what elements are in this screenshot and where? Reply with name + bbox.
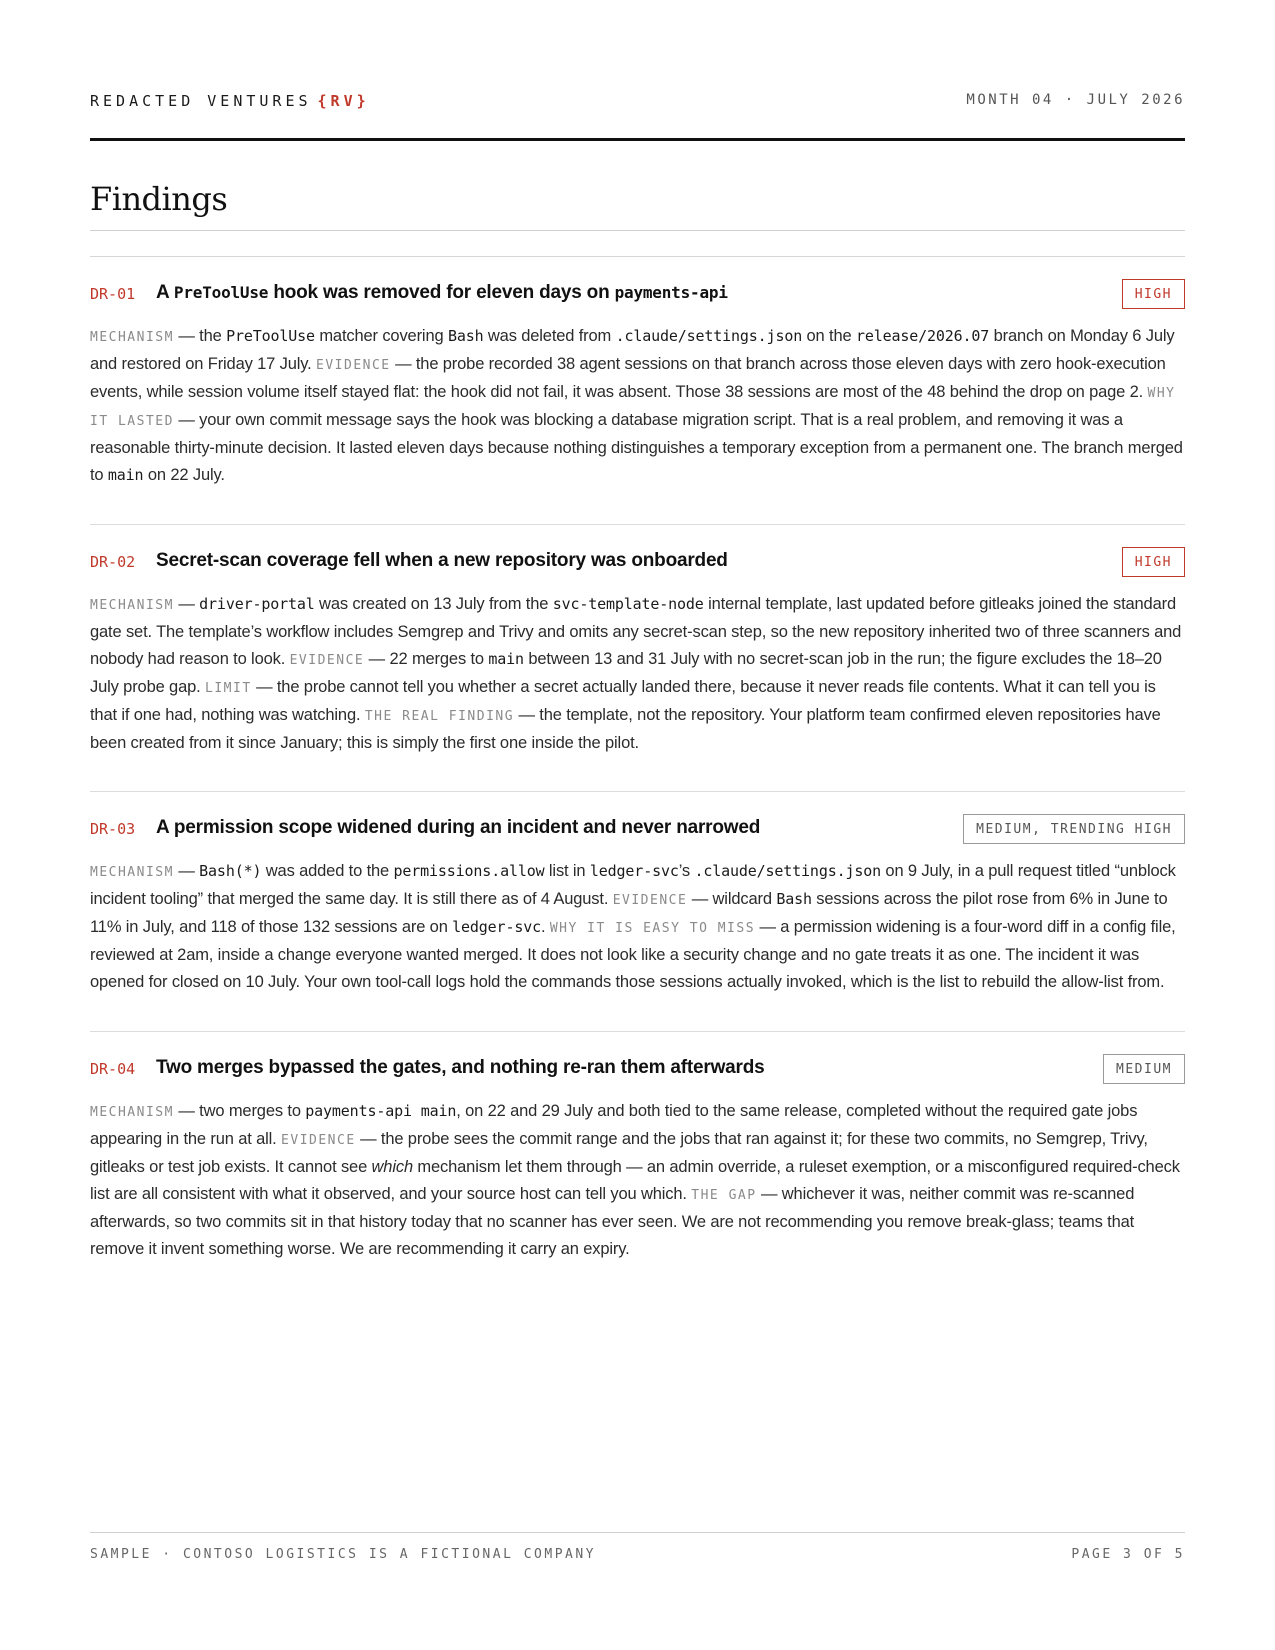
label-mechanism: MECHANISM [90,330,174,345]
issue-label: MONTH 04 · JULY 2026 [966,92,1185,108]
severity-badge: HIGH [1122,279,1185,309]
body-code: ledger-svc [589,862,679,880]
body-text: — two merges to [173,1101,306,1120]
body-text: mechanism let them through — an admin override, a ruleset exemption, or a misconfigured required-check list are all consistent with what it observed, and your source host can tell you which. [90,1157,1180,1203]
body-text: was deleted from [483,327,616,345]
body-text: — the [173,327,227,345]
page-header [90,92,1185,141]
finding-header [90,547,1185,581]
body-text: on 22 July. [143,466,225,484]
finding-title [156,282,728,304]
body-code: driver-portal [199,594,315,613]
finding-body [90,591,1185,757]
body-text: — the probe cannot tell you whether a secret actually landed there, because it never reads file contents. What it can tell you is that if one had, nothing was watching. [90,677,1156,724]
body-code: release/2026.07 [855,327,990,345]
body-text: internal template, last updated before gitleaks joined the standard gate set. The template’s workflow includes Semgrep and Trivy and omits any secret-scan step, so the new repository inherited two of three scanners and nobody had reason to look. [90,594,1182,668]
label-limit: LIMIT [205,680,252,696]
finding-body [90,858,1185,996]
body-text: — the probe sees the commit range and the jobs that ran against it; for these two commits, no Semgrep, Trivy, gitleaks or test job exists. It cannot see [90,1129,1148,1176]
label-mechanism: MECHANISM [90,865,174,880]
body-code: svc-template-node [552,594,704,613]
finding-dr-04 [90,1032,1185,1298]
page-title: Findings [90,180,1185,231]
finding-id: DR-04 [90,1059,136,1078]
finding-body [90,323,1185,489]
finding-header [90,1054,1185,1088]
finding-title: Secret-scan coverage fell when a new repository was onboarded [156,549,728,571]
label-mechanism: MECHANISM [90,597,174,613]
body-code: Bash(*) [199,862,262,880]
severity-badge: MEDIUM [1103,1054,1185,1084]
body-code: payments-api main [305,1101,457,1120]
finding-header [90,279,1185,313]
body-text: — the template, not the repository. Your platform team confirmed eleven repositories have been created from it since January; this is simply the first one inside the pilot. [90,705,1161,752]
finding-title: A permission scope widened during an incident and never narrowed [156,817,761,838]
body-text: — whichever it was, neither commit was re-scanned afterwards, so two commits sit in that history today that no scanner has ever seen. We are not recommending you remove break-glass; teams that remove it invent something worse. We are recommending it carry an expiry. [90,1184,1135,1258]
page-number: PAGE 3 OF 5 [1071,1547,1185,1562]
body-code: main [107,466,144,484]
finding-header [90,814,1185,848]
body-code: ledger-svc [452,918,541,936]
label-evidence: EVIDENCE [289,652,365,668]
body-text: — 22 merges to [364,649,489,668]
body-text: sessions across the pilot rose from 6% in June to 11% in July, and 118 of those 132 sessions are on [90,890,1168,936]
body-text: . [540,918,550,936]
finding-title-code: PreToolUse [173,283,269,302]
finding-title-code: payments-api [614,283,728,302]
body-text: was created on 13 July from the [314,594,553,613]
body-text: , on 22 and 29 July and both tied to the same release, completed without the required gate jobs appearing in the run at all. [90,1101,1138,1148]
body-text: on 9 July, in a pull request titled “unblock incident tooling” that merged the same day. It is still there as of 4 August. [90,862,1176,908]
brand-logo [90,92,370,110]
finding-dr-01 [90,257,1185,525]
footer-note: SAMPLE · CONTOSO LOGISTICS IS A FICTIONAL COMPANY [90,1547,597,1562]
body-text: was added to the [261,862,394,880]
body-code: PreToolUse [226,327,315,345]
body-code: Bash [776,890,812,908]
brand-mark: {RV} [317,92,370,110]
finding-dr-02 [90,525,1185,793]
finding-id: DR-01 [90,285,136,303]
label-the-gap: THE GAP [691,1187,757,1203]
finding-title: Two merges bypassed the gates, and nothing re-ran them afterwards [156,1056,765,1078]
finding-id: DR-03 [90,820,136,838]
brand-name: REDACTED VENTURES [90,92,312,110]
label-evidence: EVIDENCE [281,1132,356,1148]
body-text: list in [544,862,590,880]
body-code: .claude/settings.json [694,862,881,880]
body-text: — your own commit message says the hook was blocking a database migration script. That is a real problem, and removing it was a reasonable thirty-minute decision. It lasted eleven days because nothing distinguishes a temporary exception from a permanent one. The branch merged to [90,411,1183,484]
body-emphasis: which [371,1157,413,1176]
body-text: — a permission widening is a four-word diff in a config file, reviewed at 2am, inside a change everyone wanted merged. It does not look like a security change and no gate treats it as one. The incident it was opened for closed on 10 July. Your own tool-call logs hold the commands those sessions actually invoked, which is the list to rebuild the allow-list from. [90,918,1176,991]
label-real-finding: THE REAL FINDING [364,708,515,724]
severity-badge: MEDIUM, TRENDING HIGH [963,814,1185,844]
body-text: — [173,862,200,880]
label-why-it-lasted: WHY IT LASTED [90,386,1176,429]
finding-title-text: hook was removed for eleven days on [268,282,615,303]
finding-dr-03 [90,792,1185,1032]
severity-badge: HIGH [1122,547,1185,577]
page-footer [90,1532,1185,1569]
body-text: on the [802,327,856,345]
body-text: ’s [678,862,695,880]
body-code: main [488,649,524,668]
body-code: .claude/settings.json [615,327,803,345]
body-text: — [173,594,200,613]
body-text: matcher covering [314,327,448,345]
body-text: branch on Monday 6 July and restored on Friday 17 July. [90,327,1175,373]
label-mechanism: MECHANISM [90,1104,174,1120]
finding-title-text: A [156,282,174,303]
finding-body [90,1098,1185,1263]
findings-list [90,256,1185,1297]
body-text: — the probe recorded 38 agent sessions on that branch across those eleven days with zero hook-execution events, while session volume itself stayed flat: the hook did not fail, it was absent. Those 38 sessions are most of the 48 behind the drop on page 2. [90,355,1166,401]
body-text: — wildcard [687,890,777,908]
finding-id: DR-02 [90,552,136,571]
body-code: permissions.allow [393,862,545,880]
body-text: between 13 and 31 July with no secret-scan job in the run; the figure excludes the 18–20 July probe gap. [90,649,1162,696]
body-code: Bash [447,327,484,345]
label-why-easy-to-miss: WHY IT IS EASY TO MISS [549,921,756,936]
label-evidence: EVIDENCE [612,893,688,908]
label-evidence: EVIDENCE [316,358,391,373]
